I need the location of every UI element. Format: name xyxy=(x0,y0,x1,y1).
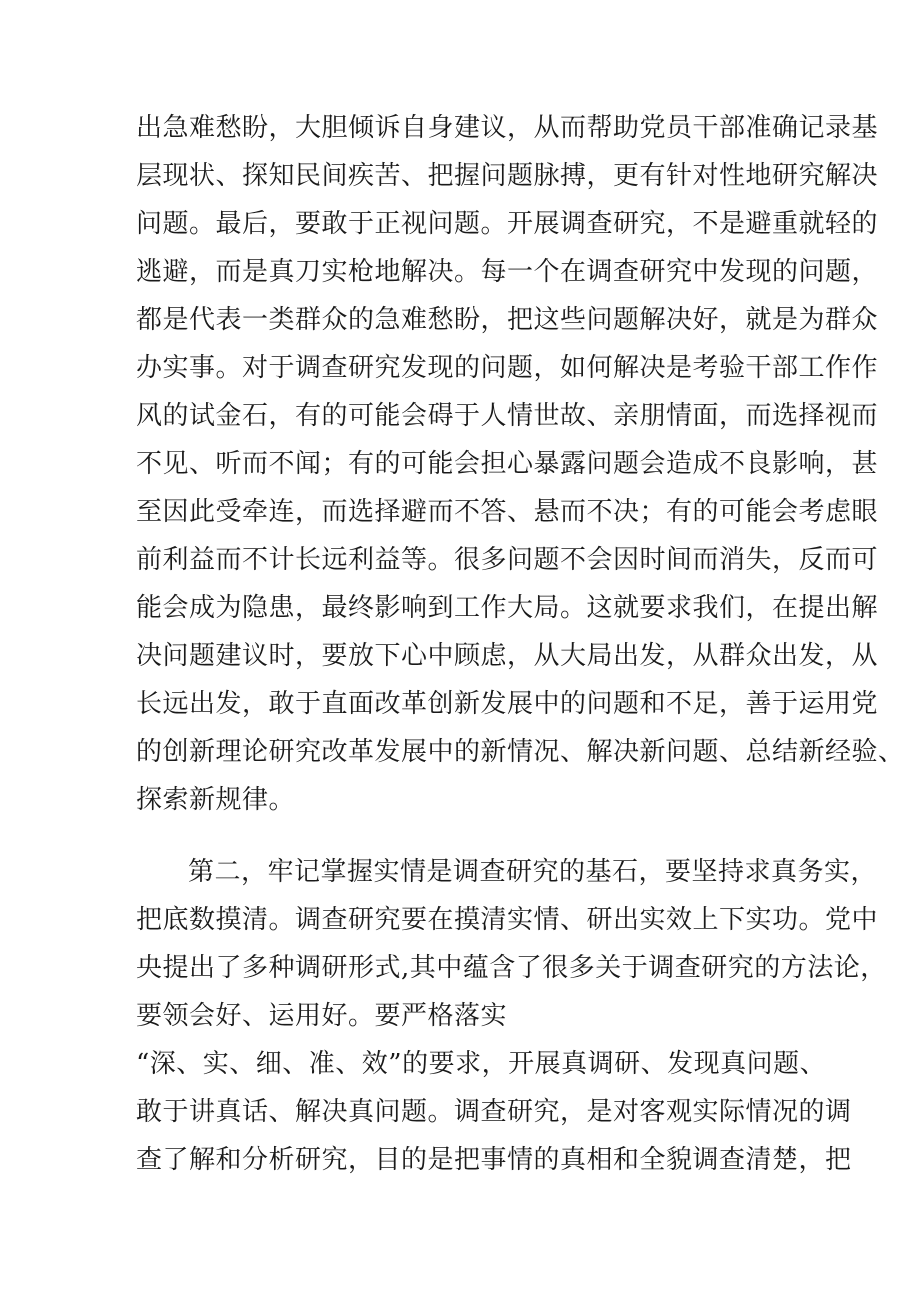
text-line: “深、实、细、准、效”的要求，开展真调研、发现真问题、 xyxy=(136,1049,827,1079)
text-line: 央提出了多种调研形式,其中蕴含了很多关于调查研究的方法论， xyxy=(136,953,887,983)
text-line: 办实事。对于调查研究发现的问题，如何解决是考验干部工作作 xyxy=(136,353,879,383)
text-line: 把底数摸清。调查研究要在摸清实情、研出实效上下实功。党中 xyxy=(136,905,879,935)
text-line: 探索新规律。 xyxy=(136,785,296,815)
text-line: 第二，牢记掌握实情是调查研究的基石，要坚持求真务实， xyxy=(188,857,878,887)
text-line: 长远出发，敢于直面改革创新发展中的问题和不足，善于运用党 xyxy=(136,689,879,719)
text-line: 逃避，而是真刀实枪地解决。每一个在调查研究中发现的问题， xyxy=(136,257,879,287)
text-line: 问题。最后，要敢于正视问题。开展调查研究，不是避重就轻的 xyxy=(136,209,879,239)
text-line: 敢于讲真话、解决真问题。调查研究，是对客观实际情况的调 xyxy=(136,1097,852,1127)
text-line: 不见、听而不闻；有的可能会担心暴露问题会造成不良影响，甚 xyxy=(136,449,879,479)
text-line: 都是代表一类群众的急难愁盼，把这些问题解决好，就是为群众 xyxy=(136,305,879,335)
text-line: 层现状、探知民间疾苦、把握问题脉搏，更有针对性地研究解决 xyxy=(136,161,879,191)
text-line: 至因此受牵连，而选择避而不答、悬而不决；有的可能会考虑眼 xyxy=(136,497,879,527)
text-line: 能会成为隐患，最终影响到工作大局。这就要求我们，在提出解 xyxy=(136,593,879,623)
text-line: 要领会好、运用好。要严格落实 xyxy=(136,1001,508,1031)
text-line: 前利益而不计长远利益等。很多问题不会因时间而消失，反而可 xyxy=(136,545,879,575)
text-line: 出急难愁盼，大胆倾诉自身建议，从而帮助党员干部准确记录基 xyxy=(136,113,879,143)
text-line: 查了解和分析研究，目的是把事情的真相和全貌调查清楚，把 xyxy=(136,1145,852,1175)
text-line: 决问题建议时，要放下心中顾虑，从大局出发，从群众出发，从 xyxy=(136,641,879,671)
text-line: 的创新理论研究改革发展中的新情况、解决新问题、总结新经验、 xyxy=(136,737,905,767)
text-line: 风的试金石，有的可能会碍于人情世故、亲朋情面，而选择视而 xyxy=(136,401,879,431)
